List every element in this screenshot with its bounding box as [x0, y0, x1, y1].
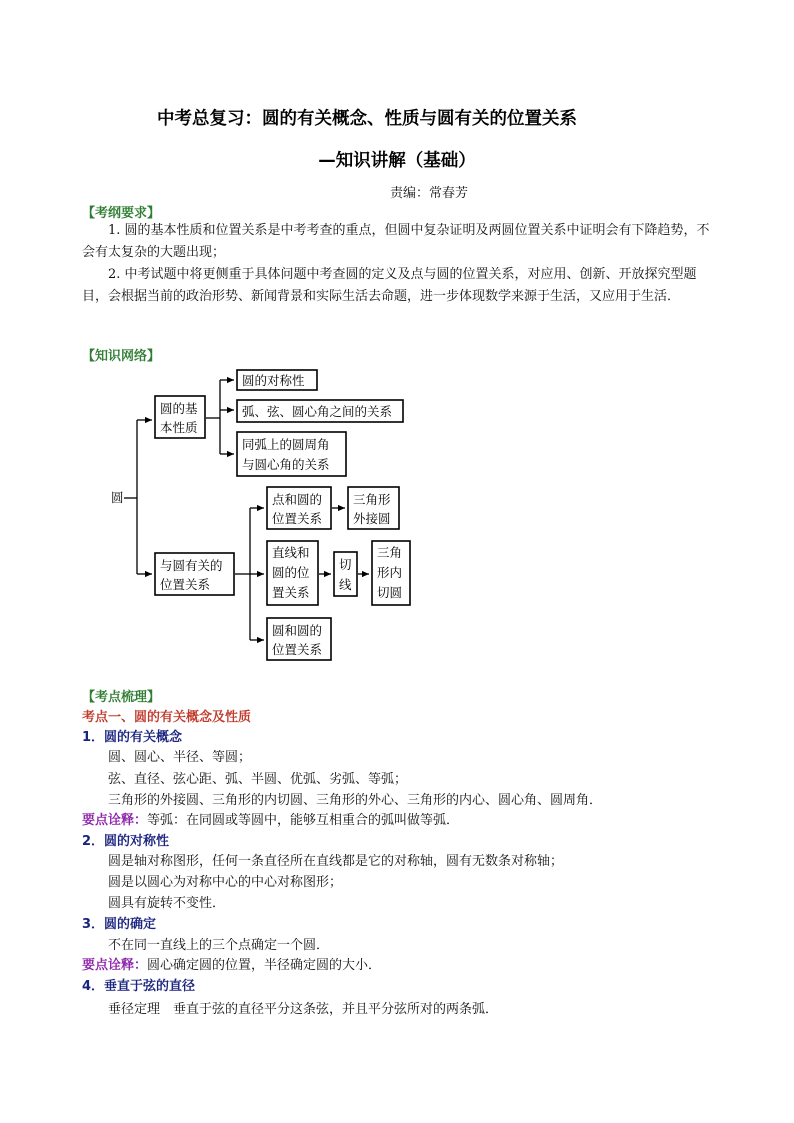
- node-label: 三角形: [353, 492, 391, 507]
- node-label: 同弧上的圆周角: [242, 437, 330, 452]
- section-4-heading: 4．垂直于弦的直径: [82, 979, 196, 994]
- outline-paragraph-1: 1. 圆的基本性质和位置关系是中考考查的重点，但圆中复杂证明及两圆位置关系中证明会有下降趋势，不会有太复杂的大题出现；: [82, 223, 710, 260]
- node-label: 直线和: [272, 545, 310, 560]
- section-3-line-1: 不在同一直线上的三个点确定一个圆．: [108, 938, 330, 953]
- key-note-label: 要点诠释：: [82, 958, 148, 973]
- section-2-line-1: 圆是轴对称图形，任何一条直径所在直线都是它的对称轴，圆有无数条对称轴；: [108, 854, 564, 869]
- section-1-line-2: 弦、直径、弦心距、弧、半圆、优弧、劣弧、等弧；: [108, 772, 408, 787]
- section-2-line-3: 圆具有旋转不变性．: [108, 896, 226, 911]
- node-label: 位置关系: [272, 642, 323, 657]
- node-label: 圆的位: [272, 565, 310, 580]
- section-1-heading: 1．圆的有关概念: [82, 730, 183, 745]
- node-label: 置关系: [272, 585, 310, 600]
- node-label: 本性质: [160, 420, 198, 435]
- key-note-1: [82, 809, 459, 828]
- topic-1-heading: 考点一、圆的有关概念及性质: [82, 710, 252, 725]
- node-label: 圆的对称性: [242, 373, 305, 388]
- node-label: 与圆心角的关系: [242, 457, 330, 472]
- node-label: 圆的基: [160, 401, 198, 416]
- section-1-line-3: 三角形的外接圆、三角形的内切圆、三角形的外心、三角形的内心、圆心角、圆周角．: [108, 793, 603, 808]
- node-label: 点和圆的: [272, 492, 323, 507]
- network-heading: 【知识网络】: [82, 349, 161, 364]
- section-3-heading: 3．圆的确定: [82, 917, 157, 932]
- editor-credit: 责编：常春芳: [389, 186, 468, 201]
- section-4-line-1: 垂径定理 垂直于弦的直径平分这条弦，并且平分弦所对的两条弧．: [108, 1002, 499, 1017]
- node-label: 外接圆: [353, 511, 391, 526]
- node-label: 切圆: [377, 585, 403, 600]
- node-label: 弧、弦、圆心角之间的关系: [242, 404, 393, 419]
- page-subtitle: —知识讲解（基础）: [318, 151, 476, 171]
- key-note-2: [82, 954, 381, 973]
- key-note-label: 要点诠释：: [82, 813, 148, 828]
- node-label: 位置关系: [160, 577, 211, 592]
- node-label: 三角: [377, 545, 403, 560]
- node-root: 圆: [111, 490, 124, 505]
- key-note-text: 等弧：在同圆或等圆中，能够互相重合的弧叫做等弧．: [147, 813, 460, 828]
- outline-heading: 【考纲要求】: [82, 206, 161, 221]
- section-1-line-1: 圆、圆心、半径、等圆；: [108, 750, 252, 765]
- node-label: 与圆有关的: [160, 558, 223, 573]
- key-note-text: 圆心确定圆的位置，半径确定圆的大小．: [147, 958, 382, 973]
- section-2-line-2: 圆是以圆心为对称中心的中心对称图形；: [108, 875, 343, 890]
- points-heading: 【考点梳理】: [82, 690, 161, 705]
- node-label: 形内: [377, 565, 403, 580]
- node-label: 切: [339, 557, 352, 572]
- outline-paragraph-2: 2. 中考试题中将更侧重于具体问题中考查圆的定义及点与圆的位置关系，对应用、创新、开放探究型题目，会根据当前的政治形势、新闻背景和实际生活去命题，进一步体现数学来源于生活，又应用于生活．: [82, 267, 697, 304]
- node-label: 位置关系: [272, 511, 323, 526]
- node-label: 圆和圆的: [272, 623, 323, 638]
- page-title: 中考总复习：圆的有关概念、性质与圆有关的位置关系: [157, 109, 577, 129]
- section-2-heading: 2．圆的对称性: [82, 834, 170, 849]
- node-label: 线: [339, 577, 352, 592]
